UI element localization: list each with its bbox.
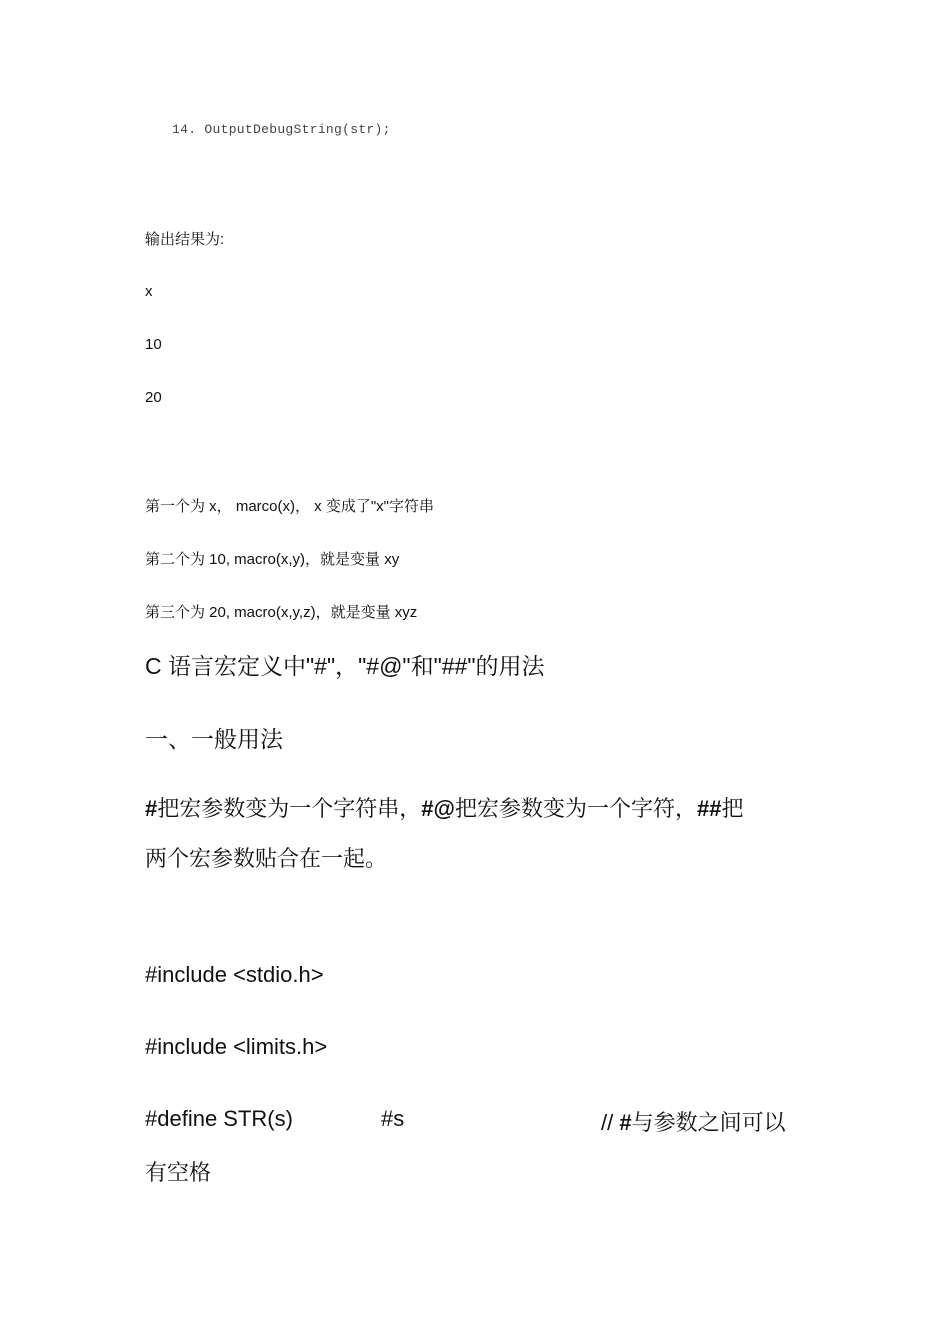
double-hash-symbol: ## [696,796,722,821]
output-value: x [145,283,153,300]
paragraph-line: 两个宏参数贴合在一起。 [145,846,388,871]
explanation-line: 第三个为 20, macro(x,y,z)，就是变量 xyz [145,604,418,621]
paragraph-line [145,792,743,823]
paragraph-text: 把宏参数变为一个字符串， [157,796,422,821]
comment-text: 与参数之间可以 [631,1110,786,1135]
define-body: #s [381,1106,405,1131]
paragraph-text: 把宏参数变为一个字符， [454,796,697,821]
explanation-line: 第一个为 x， marco(x)， x 变成了"x"字符串 [145,498,434,515]
paragraph-text: 把 [721,796,744,821]
comment-prefix: // [601,1110,620,1135]
output-label: 输出结果为: [145,231,225,248]
hash-at-symbol: #@ [421,796,455,821]
comment-continuation: 有空格 [145,1160,212,1185]
include-line: #include <stdio.h> [145,962,324,987]
hash-symbol: # [145,796,158,821]
output-value: 20 [145,389,162,406]
section-title: C 语言宏定义中"#"，"#@"和"##"的用法 [145,653,545,679]
define-comment [601,1106,786,1137]
explanation-line: 第二个为 10, macro(x,y)，就是变量 xy [145,551,400,568]
comment-hash: # [619,1110,632,1135]
code-line: 14. OutputDebugString(str); [172,122,391,137]
define-name: #define STR(s) [145,1106,293,1131]
subsection-title: 一、一般用法 [145,726,283,752]
include-line: #include <limits.h> [145,1034,328,1059]
output-value: 10 [145,336,162,353]
